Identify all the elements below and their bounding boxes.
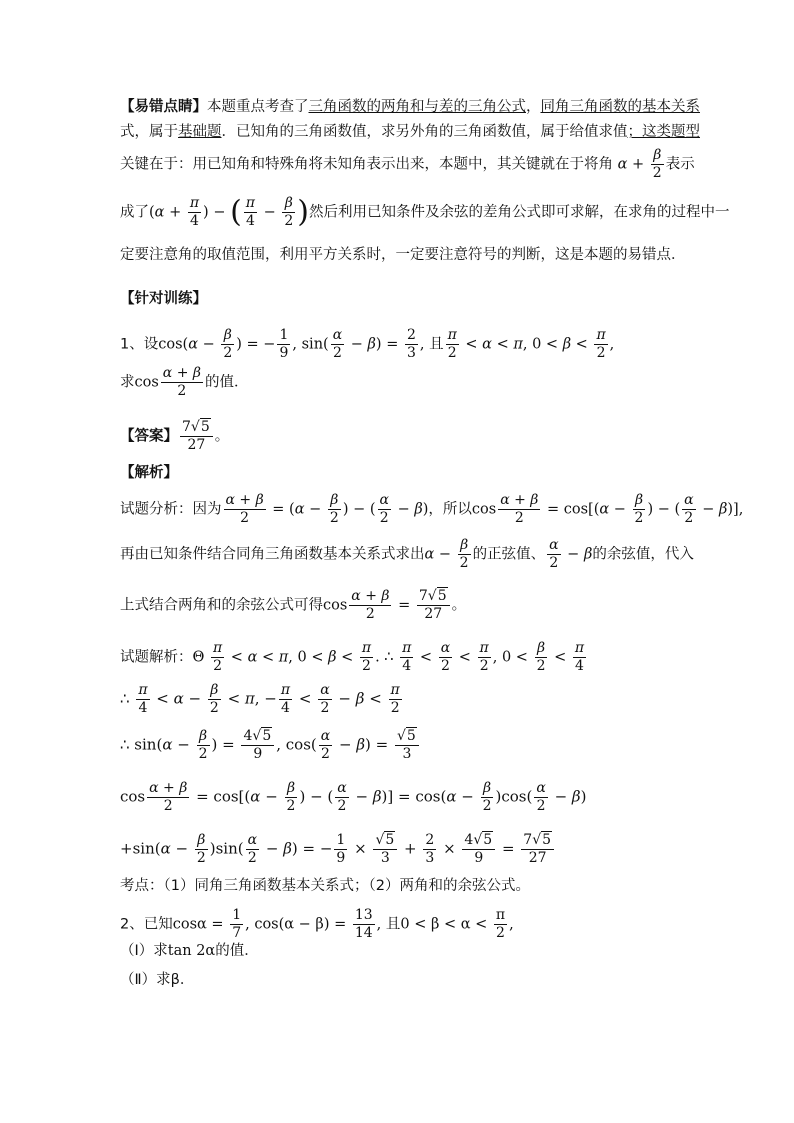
q2-part-1: （Ⅰ）求tan 2α的值． (120, 943, 259, 959)
analysis-line-2: 再由已知条件结合同角三角函数基本关系式求出α − $\frac{\beta}{2}$ 的正弦值、 $\frac{\alpha}{2}$ − β的余弦值，代入 (120, 537, 694, 571)
solution-line-4: cos $\frac{\alpha + \beta}{2}$ = cos[(α − $\frac{\beta}{2}$ ) − ( $\frac{\alpha}{2}$ − β)] = cos(α − $\frac{\beta}{2}$ )cos( $\frac{\alpha}{2}$ − β) (120, 780, 587, 814)
intro-line-3: 关键在于：用已知角和特殊角将未知角表示出来，本题中，其关键就在于将角 α + $\frac{\beta}{2}$ 表示 (120, 147, 695, 181)
solution-line-5: +sin(α − $\frac{\beta}{2}$ )sin( $\frac{\alpha}{2}$ − β) = − $\frac{1}{9}$ × $\frac{√5}{3}$ + $\frac{2}{3}$ × $\frac{4√5}{9}$ = $\frac{7√5}{27}$ (120, 832, 556, 867)
intro-line-4: 成了(α + $\frac{\pi}{4}$ ) − ( $\frac{\pi}{4}$ − $\frac{\beta}{2}$ )然后利用已知条件及余弦的差角公式即可求解，在求角的过程中一 (120, 194, 730, 230)
solution-line-2: ∴ $\frac{\pi}{4}$ < α − $\frac{\beta}{2}$ < π, − $\frac{\pi}{4}$ < $\frac{\alpha}{2}$ − β < $\frac{\pi}{2}$ (120, 682, 400, 716)
analysis-line-3: 上式结合两角和的余弦公式可得cos $\frac{\alpha + \beta}{2}$ = $\frac{7√5}{27}$ 。 (120, 588, 467, 622)
answer-line: 【答案】 $\frac{7√5}{27}$ 。 (120, 419, 230, 453)
analysis-line-1: 试题分析：因为 $\frac{\alpha + \beta}{2}$ = (α − $\frac{\beta}{2}$ ) − ( $\frac{\alpha}{2}$ − β)，所以cos $\frac{\alpha + \beta}{2}$ = cos[(α − $\frac{\beta}{2}$ ) − ( $\frac{\alpha}{2}$ − β)], (120, 492, 744, 526)
section-title: 【针对训练】 (120, 291, 207, 307)
intro-line-5: 定要注意角的取值范围，利用平方关系时，一定要注意符号的判断，这是本题的易错点． (120, 247, 686, 263)
intro-line-1: 【易错点睛】本题重点考查了三角函数的两角和与差的三角公式，同角三角函数的基本关系 (120, 99, 700, 115)
kaodian-line: 考点：（1）同角三角函数基本关系式；（2）两角和的余弦公式。 (120, 878, 530, 894)
q2-line-1: 2、已知cosα = $\frac{1}{7}$ , cos(α − β) = $\frac{13}{14}$ , 且0 < β < α < $\frac{\pi}{2}$ , (120, 907, 514, 941)
q1-line-1: 1、设cos(α − $\frac{\beta}{2}$ ) = − $\frac{1}{9}$ , sin( $\frac{\alpha}{2}$ − β) = $\frac{2}{3}$ , 且 $\frac{\pi}{2}$ < α < π, 0 < β < $\frac{\pi}{2}$ , (120, 327, 615, 361)
analysis-tag: 【解析】 (120, 465, 178, 481)
solution-line-1: 试题解析：Θ $\frac{\pi}{2}$ < α < π, 0 < β < $\frac{\pi}{2}$ . ∴ $\frac{\pi}{4}$ < $\frac{\alpha}{2}$ < $\frac{\pi}{2}$ , 0 < $\frac{\beta}{2}$ < $\frac{\pi}{4}$ (120, 640, 585, 674)
solution-line-3: ∴ sin(α − $\frac{\beta}{2}$ ) = $\frac{4√5}{9}$ , cos( $\frac{\alpha}{2}$ − β) = $\frac{√5}{3}$ (120, 728, 421, 763)
frac-beta-2: $\frac{\beta}{2}$ (652, 147, 662, 181)
intro-line-2: 式，属于基础题．已知角的三角函数值，求另外角的三角函数值，属于给值求值；这类题型 (120, 124, 700, 140)
q1-line-2: 求cos $\frac{\alpha + \beta}{2}$ 的值． (120, 365, 249, 399)
intro-tag: 【易错点睛】 (120, 99, 207, 115)
q2-part-2: （Ⅱ）求β． (120, 972, 195, 988)
